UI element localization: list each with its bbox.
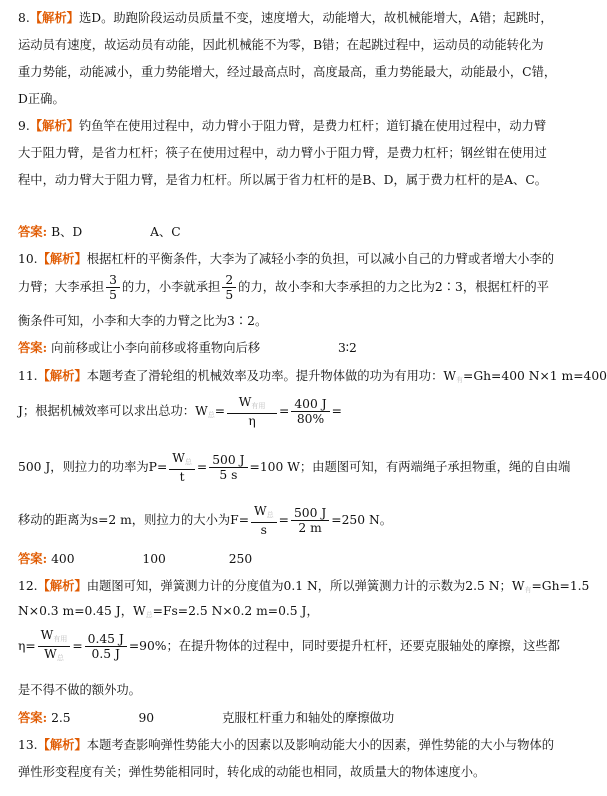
- answer-label: 答案:: [18, 340, 48, 355]
- denominator: 5: [109, 288, 117, 302]
- text-run: η=: [18, 639, 36, 653]
- text-run: =250 N。: [331, 513, 393, 527]
- text-run: 的力，故小李和大李承担的力之比为2∶3，根据杠杆的平: [238, 280, 549, 294]
- text-run: =90%；在提升物体的过程中，同时要提升杠杆，还要克服轴处的摩擦，这些都: [128, 639, 560, 653]
- numerator: 500 J: [291, 506, 329, 521]
- q10-line-1: 10.【解析】根据杠杆的平衡条件，大李为了减轻小李的负担，可以减小自己的力臂或者增大小李的: [18, 251, 555, 266]
- answer-value: 90: [138, 711, 155, 725]
- text-run: =100 W；由题图可知，有两端绳子承担物重，绳的自由端: [249, 460, 571, 474]
- text-run: 的力，小李就承担: [121, 280, 221, 294]
- q8-line-3: 重力势能，动能减小，重力势能增大，经过最高点时，高度最高，重力势能最大，动能最小，C错，: [18, 65, 557, 79]
- answer-value: 2.5: [51, 711, 71, 725]
- analysis-tag: 【解析】: [29, 118, 79, 133]
- q10-line-3: 衡条件可知，小李和大李的力臂之比为3∶2。: [18, 314, 268, 328]
- answer-value: 400: [51, 552, 75, 566]
- analysis-tag: 【解析】: [37, 251, 87, 266]
- text-run: =: [331, 404, 342, 418]
- answer-label: 答案:: [18, 710, 48, 725]
- answer-label: 答案:: [18, 224, 48, 239]
- answer-value: B、D: [51, 225, 83, 239]
- fraction-2-5: [222, 273, 236, 302]
- text-run: 移动的距离为s=2 m，则拉力的大小为F=: [18, 513, 249, 527]
- denominator: η: [248, 414, 256, 428]
- text-run: =Gh=1.5: [531, 579, 590, 593]
- subscript: 有用: [53, 635, 68, 643]
- numerator: 2: [222, 273, 236, 288]
- answer-value: 3∶2: [337, 341, 357, 355]
- q11-line-2: J；根据机械效率可以求出总功：$W_总=$ $\frac{W_{有用}}{\eta}$ = $\frac{400 J}{80\%}$ =: [18, 395, 342, 428]
- denominator: 0.5 J: [91, 647, 120, 661]
- q10-line-2: [18, 272, 549, 302]
- q8-line-1: 8.【解析】选D。助跑阶段运动员质量不变，速度增大，动能增大，故机械能增大，A错；起跳时，: [18, 10, 553, 25]
- numerator: W: [172, 451, 185, 465]
- q13-line-1: 13.【解析】本题考查影响弹性势能大小的因素以及影响动能大小的因素，弹性势能的大小与物体的: [18, 737, 555, 752]
- fraction-045-05: [85, 632, 127, 661]
- denominator: 2 m: [298, 521, 322, 535]
- answer-value: A、C: [150, 225, 181, 239]
- text-run: 11.【解析】本题考查了滑轮组的机械效率及功率。提升物体做的功为有用功：W: [18, 368, 457, 383]
- fraction-500-5: [209, 453, 247, 482]
- text-run: 力臂；大李承担: [18, 280, 105, 294]
- q8-line-2: 运动员有速度，故运动员有动能，因此机械能不为零，B错；在起跳过程中，运动员的动能转化为: [18, 38, 544, 52]
- text-run: J；根据机械效率可以求出总功：W: [18, 404, 208, 418]
- subscript: 总: [207, 411, 215, 419]
- q9-line-3: 程中，动力臂大于阻力臂，是省力杠杆。所以属于省力杠杆的是B、D，属于费力杠杆的是A、C。: [18, 173, 548, 187]
- text-run: N×0.3 m=0.45 J，W: [18, 604, 146, 618]
- analysis-tag: 【解析】: [37, 737, 87, 752]
- fraction-efficiency: [38, 628, 71, 665]
- fraction-force: [251, 504, 277, 537]
- text-run: =Fs=2.5 N×0.2 m=0.5 J，: [152, 604, 319, 618]
- subscript: 总: [145, 611, 153, 619]
- subscript: 总: [56, 654, 64, 662]
- subscript: 有: [524, 586, 532, 594]
- q9-line-2: 大于阻力臂，是省力杠杆；筷子在使用过程中，动力臂小于阻力臂，是费力杠杆；钢丝钳在使用过: [18, 146, 547, 160]
- q11-line-1: [18, 368, 607, 388]
- numerator: W: [254, 504, 267, 518]
- analysis-tag: 【解析】: [37, 368, 87, 383]
- q11-line-3: 500 J，则拉力的功率为P= $\frac{W_总}{t}$ = $\frac{500 J}{5 s}$ =100 W；由题图可知，有两端绳子承担物重，绳的自由端: [18, 451, 571, 484]
- answer-label: 答案:: [18, 551, 48, 566]
- analysis-tag: 【解析】: [37, 578, 87, 593]
- q12-line-2: [18, 603, 532, 623]
- numerator: 3: [106, 273, 120, 288]
- q12-line-4: 是不得不做的额外功。: [18, 683, 141, 697]
- text-run: 12.【解析】由题图可知，弹簧测力计的分度值为0.1 N，所以弹簧测力计的示数为2.5 N；W: [18, 578, 525, 593]
- answer-value: 向前移或让小李向前移或将重物向后移: [51, 341, 261, 355]
- q12-line-1: [18, 578, 590, 598]
- fraction-400-80: [291, 397, 329, 426]
- numerator: 400 J: [291, 397, 329, 412]
- q9-answer: [18, 224, 532, 240]
- answer-value: 250: [228, 552, 253, 566]
- denominator: s: [260, 523, 267, 537]
- subscript: 总: [184, 458, 192, 466]
- text-run: 500 J，则拉力的功率为P=: [18, 460, 168, 474]
- denominator: W: [44, 647, 57, 661]
- numerator: 0.45 J: [85, 632, 127, 647]
- text-run: =Gh=400 N×1 m=400: [463, 369, 607, 383]
- subscript: 总: [266, 511, 274, 519]
- subscript: 有: [456, 376, 464, 384]
- q12-line-3: η= $\frac{W_{有用}}{W_总}$ = $\frac{0.45 J}{0.5 J}$ =90%；在提升物体的过程中，同时要提升杠杆，还要克服轴处的摩擦，这些都: [18, 628, 532, 665]
- q10-answer: [18, 340, 532, 356]
- fraction-3-5: [106, 273, 120, 302]
- answer-value: 100: [142, 552, 166, 566]
- subscript: 有用: [251, 402, 266, 410]
- denominator: 5: [225, 288, 234, 302]
- q11-answer: [18, 551, 532, 567]
- q13-line-2: 弹性形变程度有关；弹性势能相同时，转化成的动能也相同，故质量大的物体速度小。: [18, 765, 486, 779]
- q11-line-4: 移动的距离为s=2 m，则拉力的大小为F= $\frac{W_总}{s}$ = $\frac{500 J}{2 m}$ =250 N。: [18, 504, 393, 537]
- fraction-500-2: [291, 506, 329, 535]
- numerator: 500 J: [209, 453, 247, 468]
- q9-line-1: 9.【解析】钓鱼竿在使用过程中，动力臂小于阻力臂，是费力杠杆；道钉撬在使用过程中，动力臂: [18, 118, 547, 133]
- q12-answer: [18, 710, 532, 726]
- denominator: 5 s: [219, 468, 238, 482]
- q8-line-4: D正确。: [18, 92, 65, 106]
- fraction-power: [169, 451, 195, 484]
- answer-value: 克服杠杆重力和轴处的摩擦做功: [221, 711, 395, 725]
- analysis-tag: 【解析】: [29, 10, 79, 25]
- denominator: 80%: [296, 412, 325, 426]
- numerator: W: [238, 395, 252, 409]
- numerator: W: [40, 628, 54, 642]
- fraction-efficiency: [227, 395, 277, 428]
- denominator: t: [179, 470, 185, 484]
